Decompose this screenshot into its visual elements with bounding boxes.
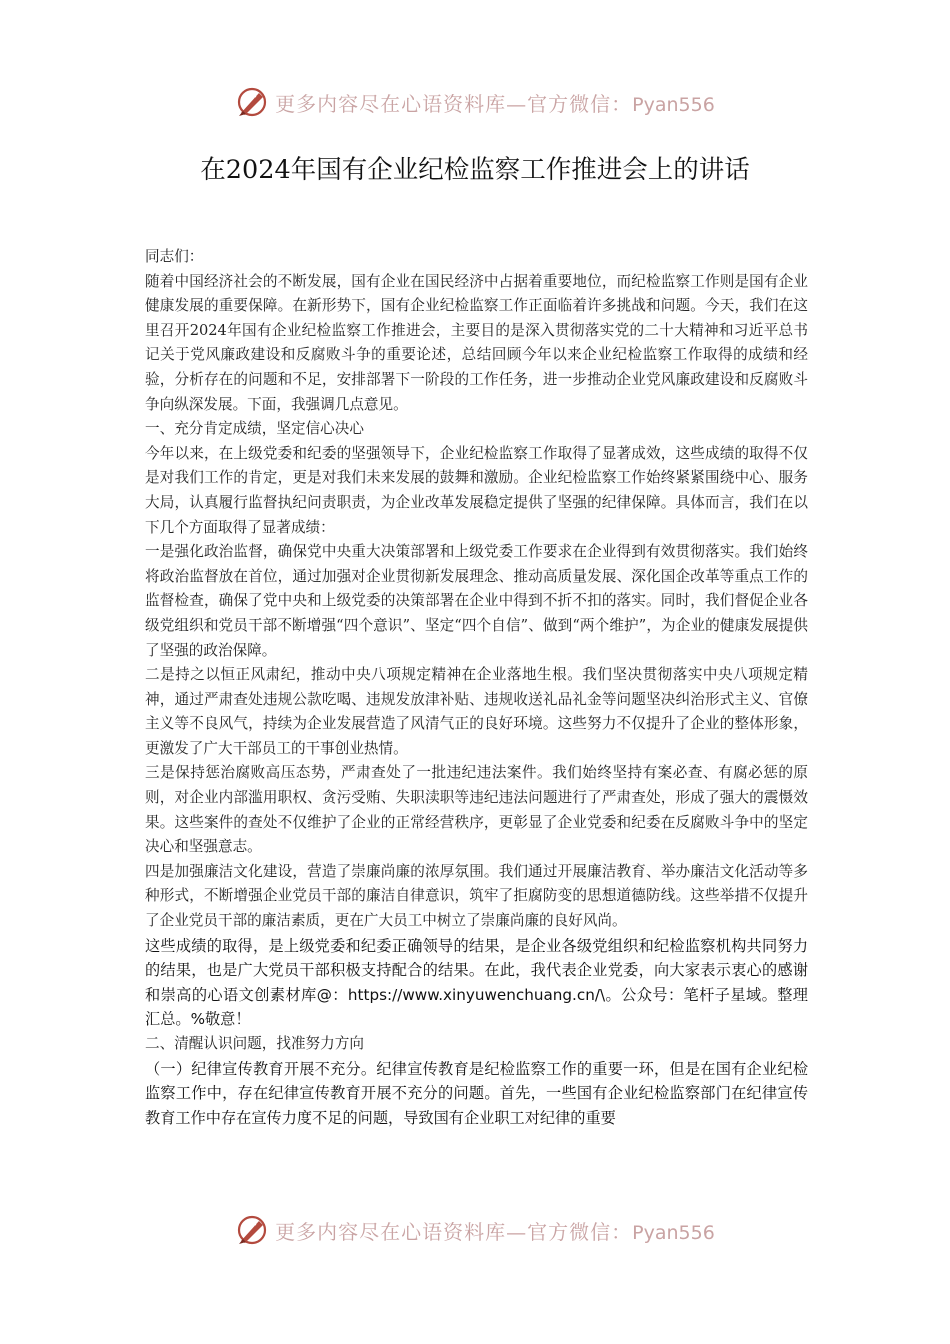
salutation: 同志们： — [145, 248, 204, 265]
header-banner-label: 更多内容尽在心语资料库—官方微信： — [275, 91, 633, 116]
header-banner — [0, 82, 950, 122]
pen-logo-icon — [235, 1213, 269, 1247]
paragraph-point-2: 二是持之以恒正风肃纪，推动中央八项规定精神在企业落地生根。我们坚决贯彻落实中央八项规定精神，通过严肃查处违规公款吃喝、违规发放津补贴、违规收送礼品礼金等问题坚决纠治形式主义、官僚主义等不良风气，持续为企业发展营造了风清气正的良好环境。这些努力不仅提升了企业的整体形象，更激发了广大干部员工的干事创业热情。 — [145, 666, 808, 757]
document-body — [145, 245, 808, 1130]
header-banner-wechat: Pyan556 — [632, 93, 715, 116]
section-heading-2: 二、清醒认识问题，找准努力方向 — [145, 1035, 364, 1052]
document-title: 在2024年国有企业纪检监察工作推进会上的讲话 — [200, 155, 750, 185]
paragraph-thanks: 这些成绩的取得，是上级党委和纪委正确领导的结果，是企业各级党组织和纪检监察机构共同努力的结果，也是广大党员干部积极支持配合的结果。在此，我代表企业党委，向大家表示衷心的感谢和崇高的心语文创素材库@：https://www.xinyuwenchuang.cn/\。公众号：笔杆子星域。整理汇总。%敬意！ — [145, 936, 808, 1029]
paragraph-point-4: 四是加强廉洁文化建设，营造了崇廉尚廉的浓厚氛围。我们通过开展廉洁教育、举办廉洁文化活动等多种形式，不断增强企业党员干部的廉洁自律意识，筑牢了拒腐防变的思想道德防线。这些举措不仅提升了企业党员干部的廉洁素质，更在广大员工中树立了崇廉尚廉的良好风尚。 — [145, 862, 808, 930]
paragraph-point-1: 一是强化政治监督，确保党中央重大决策部署和上级党委工作要求在企业得到有效贯彻落实。我们始终将政治监督放在首位，通过加强对企业贯彻新发展理念、推动高质量发展、深化国企改革等重点工作的监督检查，确保了党中央和上级党委的决策部署在企业中得到不折不扣的落实。同时，我们督促企业各级党组织和党员干部不断增强“四个意识”、坚定“四个自信”、做到“两个维护”，为企业的健康发展提供了坚强的政治保障。 — [145, 543, 808, 659]
footer-banner-text — [275, 1216, 715, 1245]
paragraph-achievements: 今年以来，在上级党委和纪委的坚强领导下，企业纪检监察工作取得了显著成效，这些成绩的取得不仅是对我们工作的肯定，更是对我们未来发展的鼓舞和激励。企业纪检监察工作始终紧紧围绕中心、服务大局，认真履行监督执纪问责职责，为企业改革发展稳定提供了坚强的纪律保障。具体而言，我们在以下几个方面取得了显著成绩： — [145, 444, 808, 536]
footer-banner-wechat: Pyan556 — [632, 1221, 715, 1244]
paragraph-point-3: 三是保持惩治腐败高压态势，严肃查处了一批违纪违法案件。我们始终坚持有案必查、有腐必惩的原则，对企业内部滥用职权、贪污受贿、失职渎职等违纪违法问题进行了严肃查处，形成了强大的震慑效果。这些案件的查处不仅维护了企业的正常经营秩序，更彰显了企业党委和纪委在反腐败斗争中的坚定决心和坚强意志。 — [145, 764, 808, 856]
footer-banner-label: 更多内容尽在心语资料库—官方微信： — [275, 1219, 633, 1244]
section-heading-1: 一、充分肯定成绩，坚定信心决心 — [145, 420, 364, 438]
paragraph-subsection-1: （一）纪律宣传教育开展不充分。纪律宣传教育是纪检监察工作的重要一环，但是在国有企业纪检监察工作中，存在纪律宣传教育开展不充分的问题。首先，一些国有企业纪检监察部门在纪律宣传教育工作中存在宣传力度不足的问题，导致国有企业职工对纪律的重要 — [145, 1059, 808, 1127]
paragraph-intro: 随着中国经济社会的不断发展，国有企业在国民经济中占据着重要地位，而纪检监察工作则是国有企业健康发展的重要保障。在新形势下，国有企业纪检监察工作正面临着许多挑战和问题。今天，我们在这里召开2024年国有企业纪检监察工作推进会，主要目的是深入贯彻落实党的二十大精神和习近平总书记关于党风廉政建设和反腐败斗争的重要论述，总结回顾今年以来企业纪检监察工作取得的成绩和经验，分析存在的问题和不足，安排部署下一阶段的工作任务，进一步推动企业党风廉政建设和反腐败斗争向纵深发展。下面，我强调几点意见。 — [145, 272, 808, 413]
pen-logo-icon — [235, 85, 269, 119]
footer-banner — [0, 1210, 950, 1250]
header-banner-text — [275, 88, 715, 117]
